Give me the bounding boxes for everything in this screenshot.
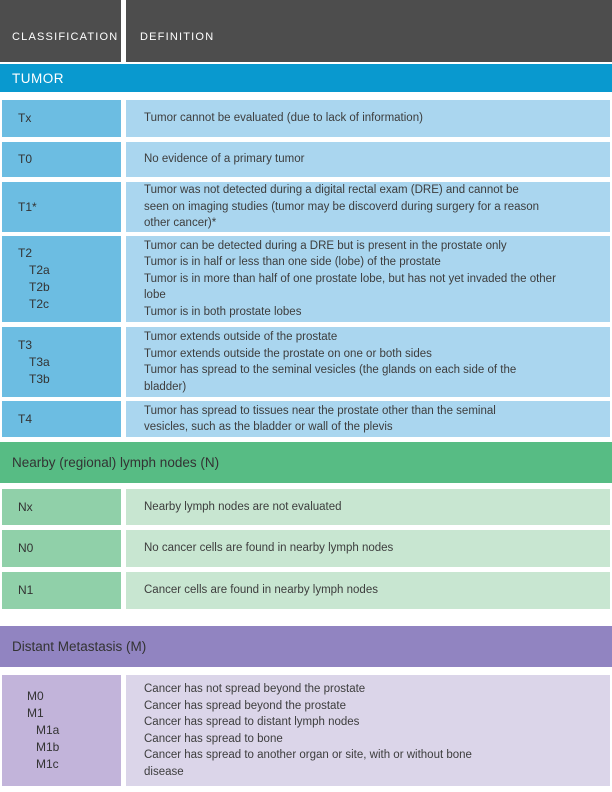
section-title: TUMOR bbox=[12, 70, 64, 86]
classification-label: Nx bbox=[18, 499, 33, 514]
classification-column-header: CLASSIFICATION bbox=[0, 0, 121, 62]
classification-label: Tx bbox=[18, 111, 32, 125]
classification-sublabel: T2c bbox=[29, 297, 50, 311]
table-row-t2 bbox=[0, 236, 612, 322]
definition-block bbox=[144, 238, 556, 321]
definition-text: Tumor was not detected during a digital rectal exam (DRE) and cannot be seen on imaging studies (tumor may be discoverd during surgery for a reason other cancer)* bbox=[144, 184, 540, 230]
table-header bbox=[0, 0, 612, 62]
classification-cell bbox=[2, 142, 121, 177]
definition-text: Tumor is in half or less than one side (lobe) of the prostate bbox=[144, 256, 441, 269]
definition-cell bbox=[126, 100, 610, 137]
classification-label: T1* bbox=[18, 199, 37, 214]
definition-cell bbox=[126, 182, 610, 232]
definition-cell bbox=[126, 489, 610, 525]
definition-block bbox=[144, 182, 544, 232]
definition-column-header: DEFINITION bbox=[126, 0, 612, 62]
definition-block bbox=[144, 403, 496, 436]
classification-label: M1 bbox=[27, 706, 44, 720]
definition-block bbox=[144, 540, 602, 557]
section-header-distant-metastasis bbox=[0, 626, 612, 667]
table-row-t1 bbox=[0, 182, 612, 232]
table-row-t0 bbox=[0, 142, 612, 177]
definition-text: Cancer cells are found in nearby lymph nodes bbox=[144, 584, 378, 597]
classification-sublabel: T3b bbox=[29, 371, 50, 386]
classification-cell bbox=[2, 236, 121, 322]
classification-cell bbox=[2, 100, 121, 137]
section-header-tumor bbox=[0, 64, 612, 92]
definition-block bbox=[144, 582, 602, 599]
table-row-t4 bbox=[0, 401, 612, 437]
definition-block bbox=[144, 110, 602, 127]
definition-cell bbox=[126, 675, 610, 786]
section-title: Nearby (regional) lymph nodes (N) bbox=[12, 455, 220, 470]
definition-cell bbox=[126, 142, 610, 177]
classification-label: T3 bbox=[18, 337, 33, 352]
definition-block bbox=[144, 329, 556, 395]
definition-text: Tumor is in both prostate lobes bbox=[144, 305, 302, 318]
table-row-nx bbox=[0, 489, 612, 525]
table-row-n1 bbox=[0, 572, 612, 609]
classification-cell bbox=[2, 327, 121, 397]
definition-cell bbox=[126, 401, 610, 437]
classification-cell bbox=[2, 530, 121, 567]
classification-sublabel: M1c bbox=[36, 757, 59, 771]
definition-cell bbox=[126, 572, 610, 609]
classification-sublabel: T2a bbox=[29, 263, 50, 277]
table-row-tx bbox=[0, 100, 612, 137]
definition-text: Nearby lymph nodes are not evaluated bbox=[144, 500, 342, 513]
classification-cell bbox=[2, 489, 121, 525]
table-row-m bbox=[0, 675, 612, 786]
classification-cell bbox=[2, 572, 121, 609]
classification-label: T0 bbox=[18, 152, 33, 166]
classification-sublabel: T2b bbox=[29, 280, 50, 294]
definition-text: Cancer has spread to bone bbox=[144, 732, 283, 745]
classification-sublabel: T3a bbox=[29, 354, 50, 369]
definition-cell bbox=[126, 530, 610, 567]
definition-text: Tumor extends outside of the prostate bbox=[144, 331, 338, 343]
classification-sublabel: M1a bbox=[36, 723, 60, 737]
definition-block bbox=[144, 151, 602, 168]
definition-block bbox=[144, 681, 509, 780]
classification-label: M0 bbox=[27, 689, 44, 703]
classification-sublabel: M1b bbox=[36, 740, 60, 754]
definition-text: No evidence of a primary tumor bbox=[144, 153, 305, 166]
table-row-n0 bbox=[0, 530, 612, 567]
definition-text: Tumor extends outside the prostate on one or both sides bbox=[144, 347, 432, 360]
section-header-lymph-nodes bbox=[0, 442, 612, 483]
definition-cell bbox=[126, 327, 610, 397]
classification-cell bbox=[2, 182, 121, 232]
definition-text: No cancer cells are found in nearby lymph nodes bbox=[144, 542, 394, 555]
classification-cell bbox=[2, 675, 121, 786]
definition-text: Tumor cannot be evaluated (due to lack of information) bbox=[144, 112, 423, 125]
definition-text: Cancer has not spread beyond the prostate bbox=[144, 683, 366, 695]
table-row-t3 bbox=[0, 327, 612, 397]
classification-label: T4 bbox=[18, 411, 33, 426]
classification-cell bbox=[2, 401, 121, 437]
classification-label: T2 bbox=[18, 246, 33, 260]
classification-label: N0 bbox=[18, 541, 34, 555]
definition-block bbox=[144, 499, 602, 516]
definition-text: Cancer has spread to another organ or site, with or without bone disease bbox=[144, 749, 472, 778]
definition-text: Tumor can be detected during a DRE but is present in the prostate only bbox=[144, 239, 507, 252]
section-title: Distant Metastasis (M) bbox=[12, 639, 147, 654]
definition-text: Cancer has spread to distant lymph nodes bbox=[144, 716, 360, 728]
classification-label: N1 bbox=[18, 583, 34, 597]
definition-text: Tumor has spread to the seminal vesicles (the glands on each side of the bladder) bbox=[144, 364, 517, 393]
definition-cell bbox=[126, 236, 610, 322]
definition-text: Cancer has spread beyond the prostate bbox=[144, 699, 347, 712]
definition-text: Tumor is in more than half of one prostate lobe, but has not yet invaded the other lobe bbox=[144, 272, 556, 302]
definition-text: Tumor has spread to tissues near the prostate other than the seminal vesicles, such as the bladder or wall of the plevis bbox=[144, 404, 496, 433]
